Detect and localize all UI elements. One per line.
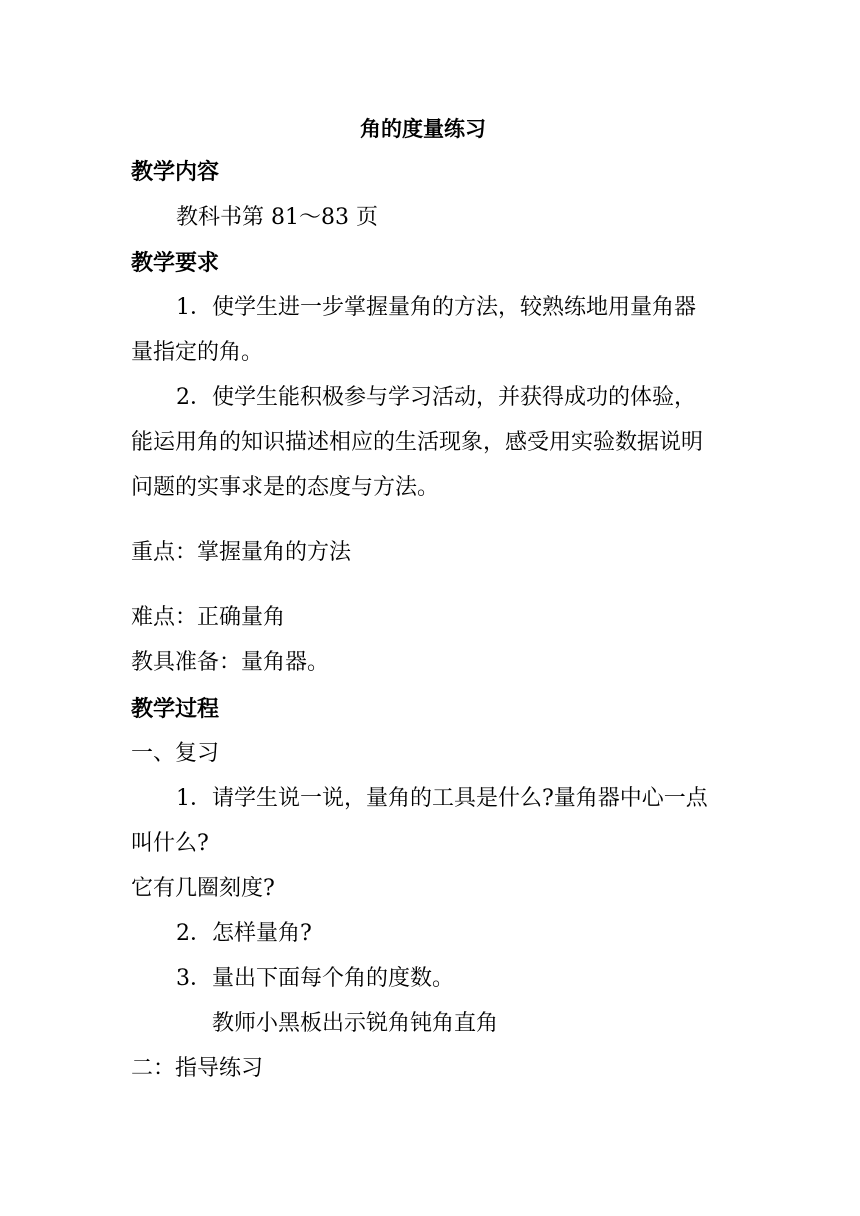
document-title: 角的度量练习: [360, 116, 486, 141]
process-item-1-line-3: 它有几圈刻度?: [131, 876, 275, 901]
section-heading-requirements: 教学要求: [131, 250, 220, 276]
process-item-1-line-2: 叫什么?: [131, 831, 209, 856]
part-2-heading: 二：指导练习: [131, 1056, 264, 1081]
key-point: 重点：掌握量角的方法: [131, 540, 352, 565]
teaching-aids: 教具准备：量角器。: [131, 650, 330, 675]
requirement-1-line-2: 量指定的角。: [131, 340, 264, 365]
process-item-1-line-1: 1．请学生说一说，量角的工具是什么?量角器中心一点: [176, 786, 708, 811]
process-item-2: 2．怎样量角?: [176, 921, 312, 946]
part-1-heading: 一、复习: [131, 741, 220, 766]
requirement-1-line-1: 1．使学生进一步掌握量角的方法，较熟练地用量角器: [176, 295, 696, 320]
requirement-2-line-3: 问题的实事求是的态度与方法。: [131, 475, 440, 500]
process-item-3: 3．量出下面每个角的度数。: [176, 966, 454, 991]
difficult-point: 难点：正确量角: [131, 605, 286, 630]
section-heading-content: 教学内容: [131, 159, 220, 185]
requirement-2-line-2: 能运用角的知识描述相应的生活现象，感受用实验数据说明: [131, 430, 704, 455]
process-item-3-note: 教师小黑板出示锐角钝角直角: [212, 1011, 499, 1036]
content-text: 教科书第 81～83 页: [176, 205, 378, 230]
requirement-2-line-1: 2．使学生能积极参与学习活动，并获得成功的体验，: [176, 385, 696, 410]
section-heading-process: 教学过程: [131, 696, 220, 722]
